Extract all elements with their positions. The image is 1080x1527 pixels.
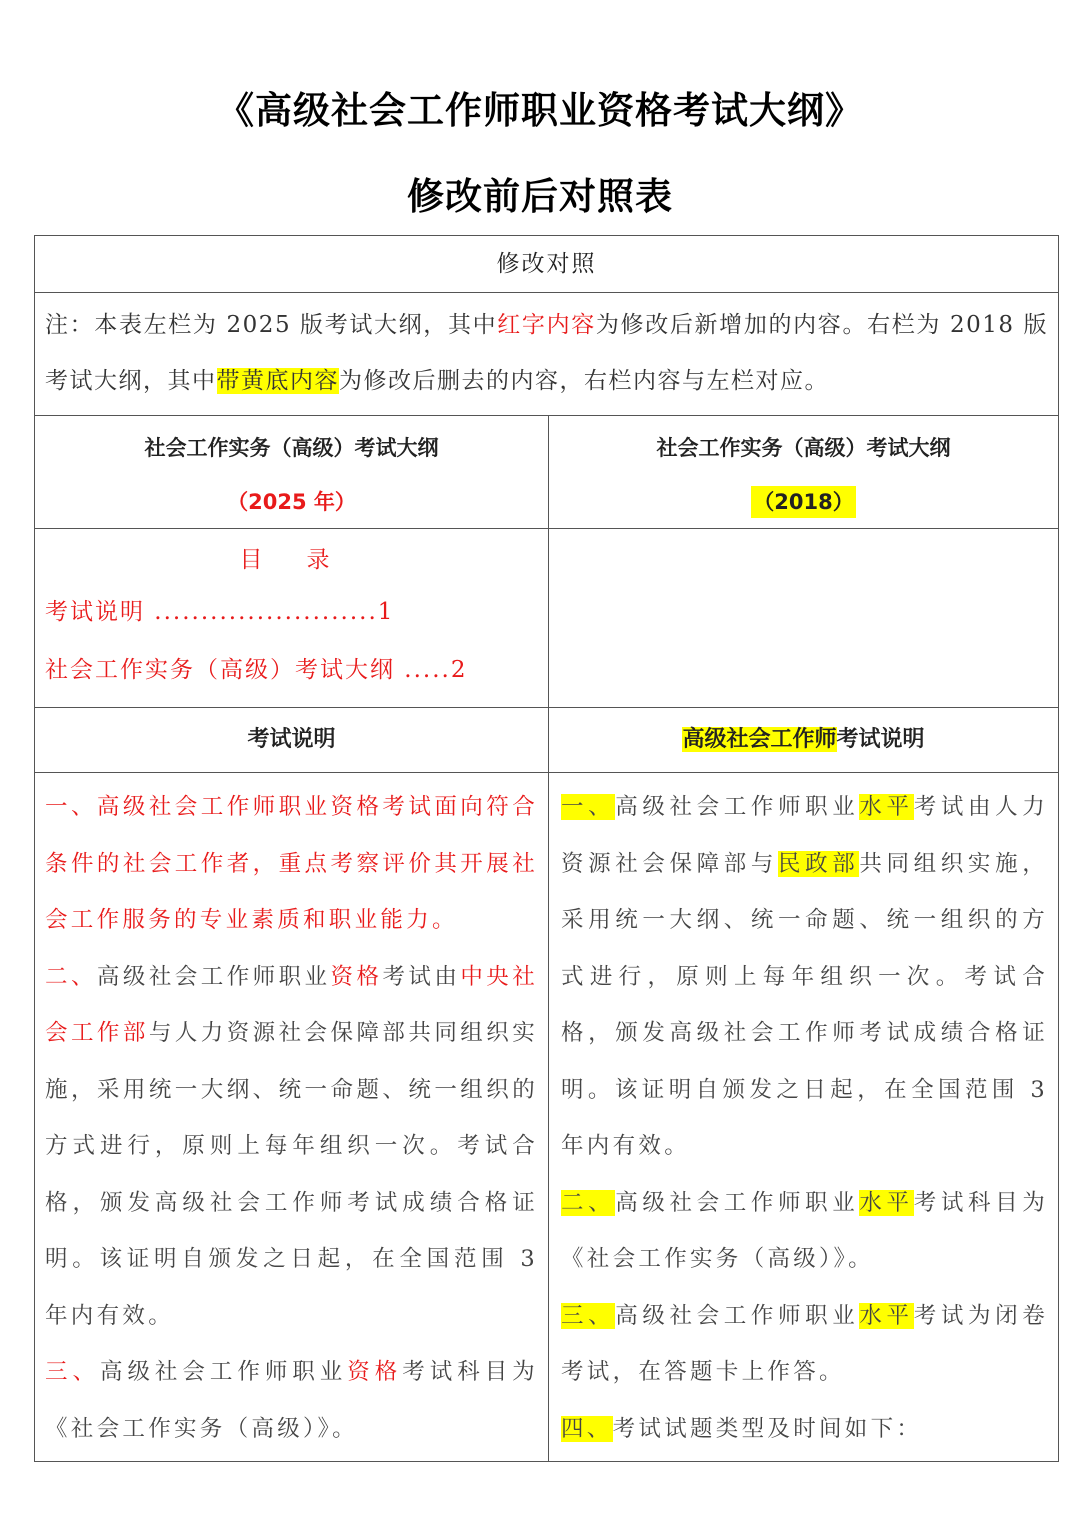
deleted-text: 二、 — [561, 1189, 616, 1216]
para-text: 高级社会工作师职业 — [615, 1302, 860, 1329]
toc-cell — [35, 529, 549, 708]
para-text: 考试科目为《社会工作实务（高级）》。 — [45, 1359, 538, 1442]
paragraph-3 — [561, 1288, 1048, 1401]
para-text: 考试为闭卷考试，在答题卡上作答。 — [561, 1302, 1048, 1385]
deleted-text: 民政部 — [778, 850, 860, 877]
note-cell — [35, 293, 1059, 416]
document-title: 《高级社会工作师职业资格考试大纲》 — [217, 89, 863, 132]
para-text: 考试由 — [382, 963, 461, 990]
deleted-text: 水平 — [859, 1189, 914, 1216]
para-text: 高级社会工作师职业 — [615, 1189, 860, 1216]
right-column-header — [549, 416, 1059, 529]
deleted-text: 水平 — [859, 1302, 914, 1329]
para-text: 考试科目为《社会工作实务（高级）》。 — [561, 1189, 1048, 1272]
toc-item-page: 1 — [377, 599, 395, 625]
para-num: 二、 — [45, 963, 97, 990]
table-header: 修改对照 — [35, 236, 1059, 293]
para-text: 高级社会工作师职业 — [615, 794, 860, 820]
toc-title: 目录 — [239, 547, 374, 573]
comparison-table — [34, 235, 1059, 1462]
paragraph-1: 一、高级社会工作师职业资格考试面向符合条件的社会工作者，重点考察评价其开展社会工作服务的专业素质和职业能力。 — [45, 794, 538, 933]
left-section-title: 考试说明 — [35, 708, 549, 773]
deleted-text: 高级社会工作师 — [682, 727, 837, 752]
para-num: 三、 — [45, 1359, 100, 1385]
added-text: 资格 — [330, 963, 383, 990]
para-text: 高级社会工作师职业 — [96, 963, 331, 990]
empty-cell — [549, 529, 1059, 708]
toc-item-page: 2 — [450, 657, 468, 683]
paragraph-2 — [45, 949, 538, 1345]
paragraph-4 — [561, 1401, 1048, 1458]
deleted-text: 四、 — [561, 1415, 613, 1442]
right-section-title — [549, 708, 1059, 773]
deleted-text: 水平 — [859, 794, 914, 820]
note-part: 为修改后新增加的内容。右栏为 2018 版考试大纲，其中 — [45, 312, 1049, 394]
left-column-header — [35, 416, 549, 529]
red-text-legend: 红字内容 — [497, 312, 596, 338]
para-text: 与人力资源社会保障部共同组织实施，采用统一大纲、统一命题、统一组织的方式进行，原则上每年组织一次。考试合格，颁发高级社会工作师考试成绩合格证明。该证明自颁发之日起，在全国范围 3 年内有效。 — [45, 1020, 538, 1329]
deleted-text: 一、 — [561, 794, 616, 820]
note-part: 注：本表左栏为 2025 版考试大纲，其中 — [45, 312, 498, 338]
toc-item-label: 考试说明 ........................ — [45, 599, 378, 625]
deleted-text: 三、 — [561, 1302, 616, 1329]
added-text: 中央社会工作部 — [45, 963, 539, 1046]
right-column-title: 社会工作实务（高级）考试大纲 — [656, 436, 951, 460]
added-text: 资格 — [347, 1359, 403, 1385]
paragraph-3 — [45, 1344, 538, 1457]
para-text: 考试试题类型及时间如下： — [612, 1415, 923, 1442]
toc-item[interactable] — [45, 641, 538, 699]
left-column-year: （2025 年） — [227, 490, 356, 514]
para-text: 共同组织实施，采用统一大纲、统一命题、统一组织的方式进行，原则上每年组织一次。考试合格，颁发高级社会工作师考试成绩合格证明。该证明自颁发之日起，在全国范围 3 年内有效。 — [561, 850, 1048, 1159]
paragraph-2 — [561, 1175, 1048, 1288]
note-part: 为修改后删去的内容，右栏内容与左栏对应。 — [339, 368, 829, 394]
para-text: 考试由人力资源社会保障部与 — [561, 794, 1048, 877]
toc-item-label: 社会工作实务（高级）考试大纲 ..... — [45, 657, 451, 683]
right-body — [549, 773, 1058, 1461]
left-body — [35, 773, 548, 1461]
section-title-rest: 考试说明 — [836, 727, 925, 752]
left-body-cell — [35, 773, 549, 1462]
para-text: 高级社会工作师职业 — [99, 1359, 348, 1385]
right-body-cell — [549, 773, 1059, 1462]
document-subtitle: 修改前后对照表 — [407, 175, 673, 218]
toc-item[interactable] — [45, 583, 538, 641]
left-column-title: 社会工作实务（高级）考试大纲 — [144, 436, 439, 460]
right-column-year: （2018） — [751, 486, 855, 518]
paragraph-1 — [561, 779, 1048, 1175]
note-text — [35, 293, 1058, 415]
yellow-highlight-legend: 带黄底内容 — [216, 368, 339, 394]
